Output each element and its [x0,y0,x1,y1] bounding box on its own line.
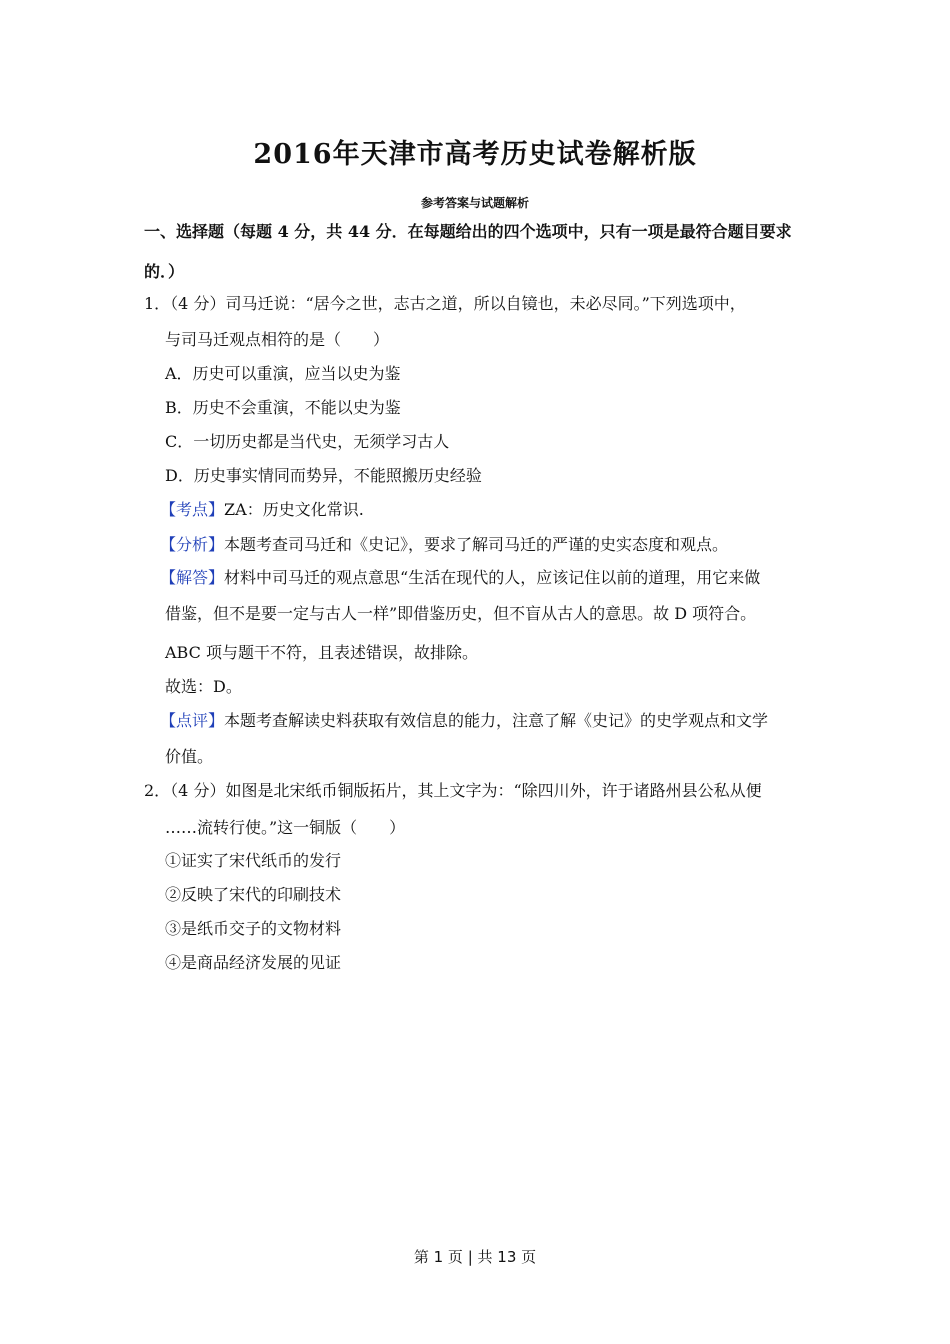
q2-item-3: ③是纸币交子的文物材料 [165,919,342,938]
section-heading-line1: 一、选择题（每题 4 分，共 44 分．在每题给出的四个选项中，只有一项是最符合题目要求 [144,222,792,241]
q1-option-a: A．历史可以重演，应当以史为鉴 [165,364,401,383]
q2-item-1: ①证实了宋代纸币的发行 [165,851,342,870]
q1-jieda [160,568,760,588]
q1-kaodian [160,500,364,520]
jieda-line1: 材料中司马迁的观点意思“生活在现代的人，应该记住以前的道理，用它来做 [224,568,761,587]
q1-option-c: C．一切历史都是当代史，无须学习古人 [165,432,450,451]
q2-stem-line2: ……流转行使。”这一铜版（ ） [165,818,406,837]
page-title: 2016年天津市高考历史试卷解析版 [253,139,697,170]
fenxi-tag: 【分析】 [160,535,225,554]
kaodian-text: ZA：历史文化常识. [224,500,364,519]
q2-item-2: ②反映了宋代的印刷技术 [165,885,342,904]
q2-item-4: ④是商品经济发展的见证 [165,953,342,972]
q1-jieda-line2: 借鉴，但不是要一定与古人一样”即借鉴历史，但不盲从古人的意思。故 D 项符合。 [165,604,757,623]
q1-stem-line2: 与司马迁观点相符的是（ ） [165,330,390,349]
q1-dianping-line2: 价值。 [165,747,214,766]
fenxi-text: 本题考查司马迁和《史记》，要求了解司马迁的严谨的史实态度和观点。 [224,535,729,554]
page-subtitle: 参考答案与试题解析 [420,196,529,210]
page-footer: 第 1 页 | 共 13 页 [413,1248,537,1266]
dianping-line1: 本题考查解读史料获取有效信息的能力，注意了解《史记》的史学观点和文学 [224,711,769,730]
q1-answer: 故选：D。 [165,677,242,696]
q2-stem-line1: 2．（4 分）如图是北宋纸币铜版拓片，其上文字为：“除四川外，许于诸路州县公私从便 [144,781,762,800]
q1-dianping [160,711,768,731]
q1-jieda-line3: ABC 项与题干不符，且表述错误，故排除。 [165,643,478,662]
jieda-tag: 【解答】 [160,568,225,587]
q1-stem-line1: 1．（4 分）司马迁说：“居今之世，志古之道，所以自镜也，未必尽同。”下列选项中， [144,294,746,313]
dianping-tag: 【点评】 [160,711,225,730]
kaodian-tag: 【考点】 [160,500,225,519]
q1-option-b: B．历史不会重演，不能以史为鉴 [165,398,401,417]
q1-option-d: D．历史事实情同而势异，不能照搬历史经验 [165,466,482,485]
section-heading-line2: 的．） [144,262,185,281]
q1-fenxi [160,535,728,555]
